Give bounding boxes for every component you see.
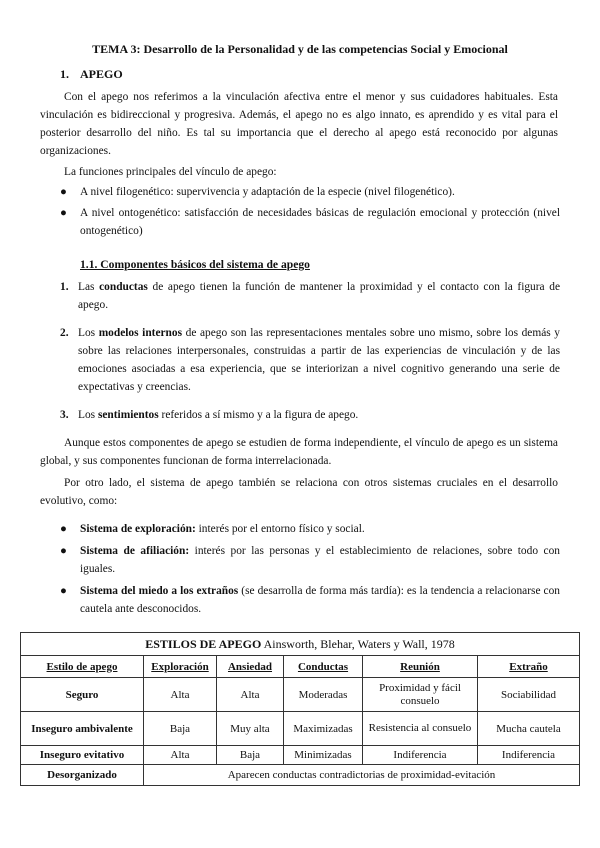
item-text-pre: Las [78, 281, 100, 293]
row-label: Inseguro evitativo [21, 746, 144, 765]
numbered-item [60, 406, 560, 424]
table-cell-merged: Aparecen conductas contradictorias de proximidad-evitación [144, 765, 580, 786]
item-text-post: referidos a sí mismo y a la figura de apego. [158, 409, 359, 421]
paragraph-apego-definition: Con el apego nos referimos a la vinculación afectiva entre el menor y sus cuidadores habituales. Esta vinculación es bidireccional y progresiva. Además, el apego no es algo innato, es aprendido y es vital para el posterior desarrollo del niño. Es tal su importancia que el derecho al apego está reconocido por algunas organizaciones. [40, 91, 558, 157]
system-description: interés por el entorno físico y social. [195, 523, 365, 535]
row-label: Seguro [21, 678, 144, 712]
bullet-icon: ● [60, 523, 67, 535]
bullet-icon: ● [60, 585, 67, 597]
bullet-item [60, 520, 560, 538]
section-title: APEGO [80, 67, 123, 81]
bullet-icon: ● [60, 545, 67, 557]
table-caption [21, 633, 580, 656]
item-number: 3. [60, 409, 69, 421]
system-name: Sistema del miedo a los extraños [80, 585, 239, 597]
paragraph-functions-intro: La funciones principales del vínculo de apego: [64, 166, 277, 178]
bullet-item [60, 582, 560, 618]
table-cell: Proximidad y fácil consuelo [363, 678, 478, 712]
item-text-pre: Los [78, 327, 99, 339]
system-name: Sistema de exploración: [80, 523, 196, 535]
table-cell: Sociabilidad [478, 678, 580, 712]
table-cell: Baja [217, 746, 284, 765]
item-text-bold: conductas [99, 281, 148, 293]
section-heading-apego [60, 67, 123, 82]
paragraph-other-systems: Por otro lado, el sistema de apego también se relaciona con otros sistemas cruciales en el desarrollo evolutivo, como: [40, 477, 558, 507]
bullet-item [60, 183, 560, 201]
table-caption-row [21, 633, 580, 656]
table-cell: Minimizadas [284, 746, 363, 765]
table-header-row [21, 656, 580, 678]
header-cell: Conductas [284, 656, 363, 678]
subsection-heading: 1.1. Componentes básicos del sistema de apego [80, 258, 310, 271]
header-cell: Estilo de apego [21, 656, 144, 678]
bullet-item [60, 542, 560, 578]
header-cell: Reunión [363, 656, 478, 678]
table-row [21, 712, 580, 746]
table-row [21, 746, 580, 765]
section-number: 1. [60, 67, 69, 81]
document-title: TEMA 3: Desarrollo de la Personalidad y de las competencias Social y Emocional [92, 42, 508, 56]
table-cell: Muy alta [217, 712, 284, 746]
row-label: Inseguro ambivalente [21, 712, 144, 746]
header-cell: Exploración [144, 656, 217, 678]
table-caption-bold: ESTILOS DE APEGO [145, 636, 262, 651]
item-number: 1. [60, 281, 69, 293]
attachment-styles-table [20, 632, 580, 786]
item-text-bold: sentimientos [97, 409, 159, 421]
system-description: interés por las personas y el establecimiento de relaciones, sobre todo con iguales. [80, 545, 560, 575]
bullet-text: A nivel ontogenético: satisfacción de necesidades básicas de regulación emocional y protección (nivel ontogenético) [80, 207, 560, 237]
item-text-post: de apego son las representaciones mentales sobre uno mismo, sobre los demás y sobre las relaciones interpersonales, construidas a partir de las experiencias de vinculación y de las emociones asociadas a esa experiencia, que se interiorizan a nivel cognitivo generando una serie de expectativas y creencias. [78, 327, 560, 393]
bullet-icon: ● [60, 207, 67, 219]
numbered-item [60, 324, 560, 396]
table-cell: Moderadas [284, 678, 363, 712]
item-text-bold: modelos internos [98, 327, 183, 339]
header-cell: Ansiedad [217, 656, 284, 678]
bullet-item [60, 204, 560, 240]
table-cell: Mucha cautela [478, 712, 580, 746]
bullet-text: A nivel filogenético: supervivencia y adaptación de la especie (nivel filogenético). [80, 186, 455, 198]
header-cell: Extraño [478, 656, 580, 678]
numbered-item [60, 278, 560, 314]
table-cell: Alta [217, 678, 284, 712]
bullet-icon: ● [60, 186, 67, 198]
table-caption-authors: Ainsworth, Blehar, Waters y Wall, 1978 [261, 636, 455, 651]
table-cell: Resistencia al consuelo [363, 712, 478, 746]
paragraph-global-system: Aunque estos componentes de apego se estudien de forma independiente, el vínculo de apego es un sistema global, y sus componentes funcionan de forma interrelacionada. [40, 437, 558, 467]
table-row [21, 765, 580, 786]
system-description: (se desarrolla de forma más tardía): es la tendencia a relacionarse con cautela ante desconocidos. [80, 585, 560, 615]
table-cell: Alta [144, 746, 217, 765]
table-cell: Baja [144, 712, 217, 746]
table-cell: Indiferencia [478, 746, 580, 765]
item-text-pre: Los [78, 409, 98, 421]
table-cell: Maximizadas [284, 712, 363, 746]
system-name: Sistema de afiliación: [80, 545, 190, 557]
row-label: Desorganizado [21, 765, 144, 786]
table-cell: Indiferencia [363, 746, 478, 765]
table-row [21, 678, 580, 712]
table-cell: Alta [144, 678, 217, 712]
item-number: 2. [60, 327, 69, 339]
item-text-post: de apego tienen la función de mantener la proximidad y el contacto con la figura de apego. [78, 281, 560, 311]
